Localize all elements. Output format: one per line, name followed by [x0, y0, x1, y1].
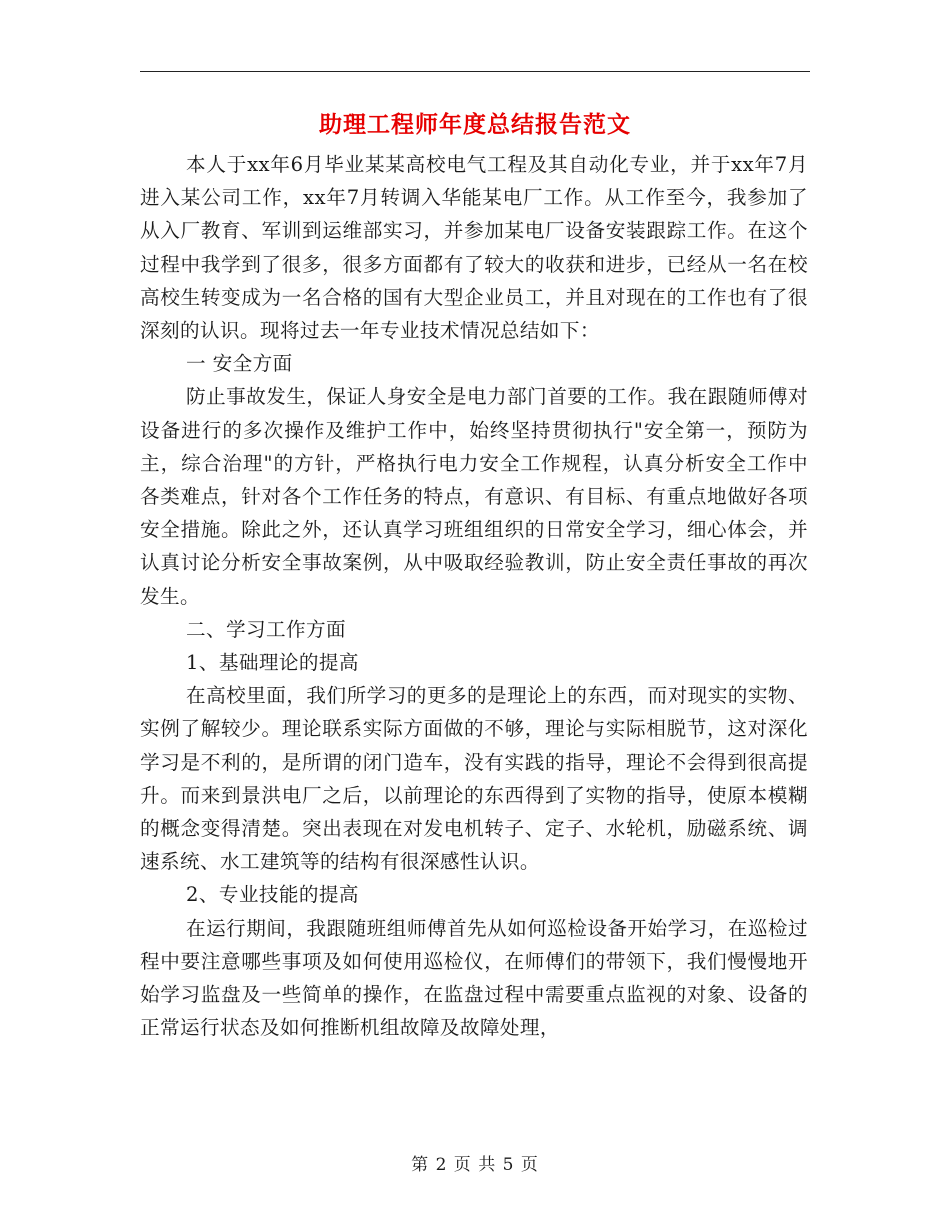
- page-number-label: 第 2 页 共 5 页: [411, 1155, 539, 1175]
- header-rule: [140, 71, 810, 72]
- subheading-theory: 1、基础理论的提高: [186, 651, 359, 675]
- page-footer: [0, 1153, 950, 1177]
- section-heading-study: 二、学习工作方面: [186, 617, 346, 641]
- paragraph-safety: 防止事故发生，保证人身安全是电力部门首要的工作。我在跟随师傅对设备进行的多次操作及维护工作中，始终坚持贯彻执行"安全第一，预防为主，综合治理"的方针，严格执行电力安全工作规程，认真分析安全工作中各类难点，针对各个工作任务的特点，有意识、有目标、有重点地做好各项安全措施。除此之外，还认真学习班组组织的日常安全学习，细心体会，并认真讨论分析安全事故案例，从中吸取经验教训，防止安全责任事故的再次发生。: [140, 385, 808, 608]
- document-body: [140, 148, 808, 1044]
- section-heading-safety: 一 安全方面: [186, 352, 293, 376]
- paragraph-skills: 在运行期间，我跟随班组师傅首先从如何巡检设备开始学习，在巡检过程中要注意哪些事项及如何使用巡检仪，在师傅们的带领下，我们慢慢地开始学习监盘及一些简单的操作，在监盘过程中需要重点监视的对象、设备的正常运行状态及如何推断机组故障及故障处理，: [140, 916, 808, 1040]
- subheading-skills: 2、专业技能的提高: [186, 883, 359, 907]
- paragraph-intro: 本人于xx年6月毕业某某高校电气工程及其自动化专业，并于xx年7月进入某公司工作，xx年7月转调入华能某电厂工作。从工作至今，我参加了从入厂教育、军训到运维部实习，并参加某电厂设备安装跟踪工作。在这个过程中我学到了很多，很多方面都有了较大的收获和进步，已经从一名在校高校生转变成为一名合格的国有大型企业员工，并且对现在的工作也有了很深刻的认识。现将过去一年专业技术情况总结如下：: [140, 153, 808, 343]
- document-title: 助理工程师年度总结报告范文: [319, 112, 631, 138]
- paragraph-theory: 在高校里面，我们所学习的更多的是理论上的东西，而对现实的实物、实例了解较少。理论联系实际方面做的不够，理论与实际相脱节，这对深化学习是不利的，是所谓的闭门造车，没有实践的指导，理论不会得到很高提升。而来到景洪电厂之后，以前理论的东西得到了实物的指导，使原本模糊的概念变得清楚。突出表现在对发电机转子、定子、水轮机，励磁系统、调速系统、水工建筑等的结构有很深感性认识。: [140, 684, 808, 874]
